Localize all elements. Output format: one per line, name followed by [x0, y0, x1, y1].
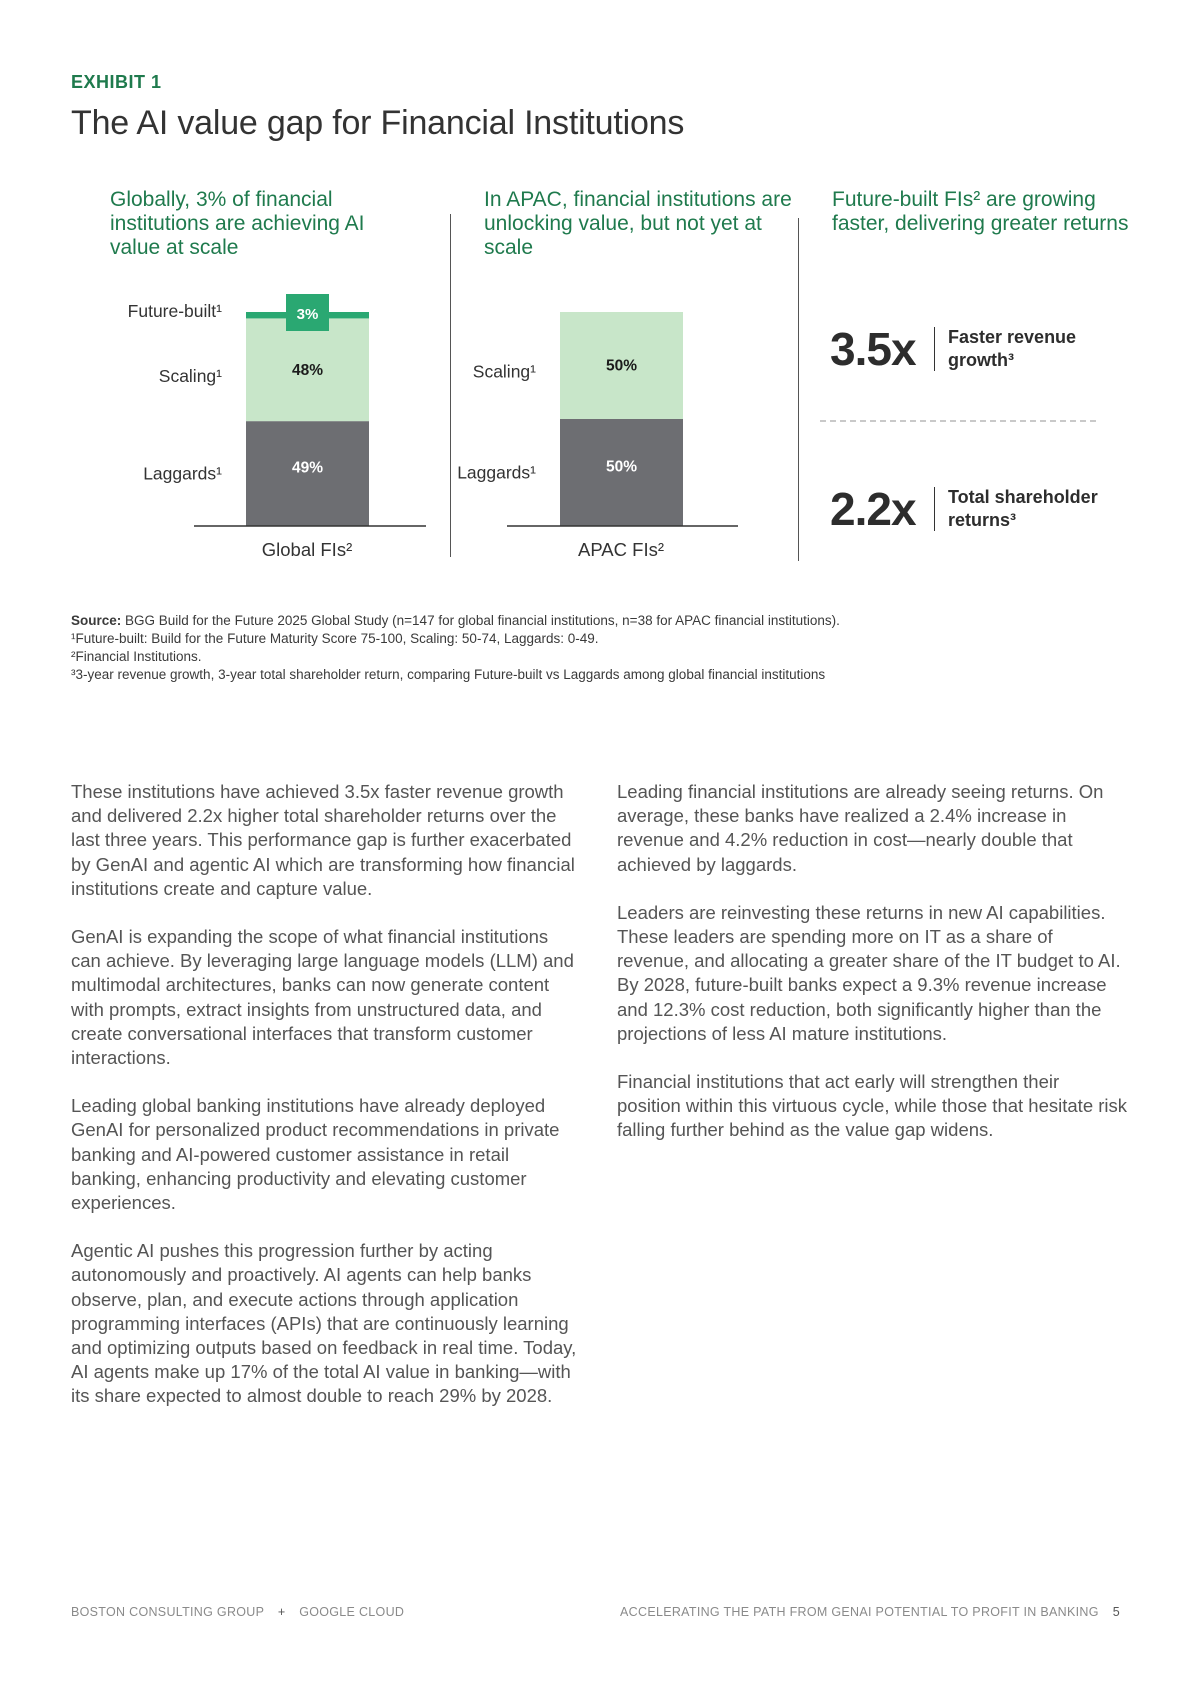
series-label: Scaling¹	[472, 361, 536, 382]
metric-separator	[934, 327, 935, 371]
series-label: Scaling¹	[158, 365, 222, 386]
category-label: APAC FIs²	[578, 539, 664, 560]
series-label: Laggards¹	[457, 462, 536, 483]
footer-google: GOOGLE CLOUD	[299, 1605, 405, 1619]
source-note	[71, 612, 840, 630]
metric-tsr-label-line2: returns³	[948, 510, 1017, 530]
footer-plus: +	[277, 1605, 286, 1619]
metric-revenue-value: 3.5x	[830, 323, 916, 375]
data-label: 50%	[605, 357, 638, 375]
source-text: BGG Build for the Future 2025 Global Study (n=147 for global financial institutions, n=38 for APAC financial institutions).	[121, 613, 840, 628]
body-left-column	[71, 780, 581, 1433]
category-label: Global FIs²	[261, 539, 353, 560]
series-label: Future-built¹	[127, 301, 222, 321]
series-label: Laggards¹	[143, 463, 222, 484]
future-panel-heading: Future-built FIs² are growing faster, delivering greater returns	[832, 188, 1129, 235]
metric-tsr-label-line1: Total shareholder	[948, 487, 1098, 507]
footnote-3: ³3-year revenue growth, 3-year total shareholder return, comparing Future-built vs Laggards among global financial institutions	[71, 667, 826, 682]
body-paragraph: Leading financial institutions are already seeing returns. On average, these banks have realized a 2.4% increase in revenue and 4.2% reduction in cost—nearly double that achieved by laggards.	[617, 781, 1104, 875]
exhibit-notes	[71, 612, 840, 684]
exhibit-title: The AI value gap for Financial Institutions	[71, 104, 685, 142]
metric-tsr-value: 2.2x	[830, 483, 916, 535]
page-number: 5	[1112, 1605, 1120, 1619]
data-label: 49%	[291, 459, 324, 477]
body-paragraph: Agentic AI pushes this progression further by acting autonomously and proactively. AI agents can help banks observe, plan, and execute actions through application programming interfaces (APIs) that are continuously learning and optimizing outputs based on feedback in real time. Today, AI agents make up 17% of the total AI value in banking—with its share expected to almost double to reach 29% by 2028.	[71, 1240, 577, 1407]
footnote-1: ¹Future-built: Build for the Future Maturity Score 75-100, Scaling: 50-74, Laggards: 0-49.	[71, 631, 599, 646]
footer-report-title: ACCELERATING THE PATH FROM GENAI POTENTIAL TO PROFIT IN BANKING	[620, 1605, 1099, 1619]
metric-revenue	[830, 322, 1076, 376]
data-label: 3%	[296, 306, 319, 323]
footnote-2: ²Financial Institutions.	[71, 649, 202, 664]
metric-revenue-label-line2: growth³	[948, 350, 1014, 370]
metric-revenue-label	[948, 326, 1076, 372]
metric-separator	[934, 487, 935, 531]
body-paragraph: These institutions have achieved 3.5x faster revenue growth and delivered 2.2x higher total shareholder returns over the last three years. This performance gap is further exacerbated by GenAI and agentic AI which are transforming how financial institutions create and capture value.	[71, 781, 575, 899]
data-label: 50%	[605, 458, 638, 476]
footer-right	[620, 1605, 1120, 1619]
body-paragraph: Financial institutions that act early will strengthen their position within this virtuous cycle, while those that hesitate risk falling further behind as the value gap widens.	[617, 1071, 1128, 1141]
metric-tsr-label	[948, 486, 1098, 532]
exhibit-label: EXHIBIT 1	[71, 72, 162, 92]
apac-panel-heading: In APAC, financial institutions are unlocking value, but not yet at scale	[484, 188, 792, 259]
metric-tsr	[830, 482, 1098, 536]
body-paragraph: Leaders are reinvesting these returns in new AI capabilities. These leaders are spending more on IT as a share of revenue, and allocating a greater share of the IT budget to AI. By 2028, future-built banks expect a 9.3% revenue increase and 12.3% cost reduction, both significantly higher than the projections of less AI mature institutions.	[617, 901, 1121, 1044]
body-paragraph: GenAI is expanding the scope of what financial institutions can achieve. By leveraging large language models (LLM) and multimodal architectures, banks can now generate content with prompts, extract insights from unstructured data, and create conversational interfaces that transform customer interactions.	[71, 926, 574, 1069]
metrics-divider	[820, 420, 1096, 422]
source-label: Source:	[71, 613, 122, 628]
global-panel-heading: Globally, 3% of financial institutions are achieving AI value at scale	[110, 188, 365, 259]
footer-bcg: BOSTON CONSULTING GROUP	[71, 1605, 265, 1619]
metric-revenue-label-line1: Faster revenue	[948, 327, 1077, 347]
stacked-bar-charts	[0, 0, 800, 580]
footer-left	[71, 1605, 404, 1619]
body-paragraph: Leading global banking institutions have already deployed GenAI for personalized product recommendations in private banking and AI-powered customer assistance in retail banking, enhancing productivity and elevating customer experiences.	[71, 1095, 560, 1214]
data-label: 48%	[291, 361, 324, 379]
body-right-column	[617, 780, 1127, 1167]
